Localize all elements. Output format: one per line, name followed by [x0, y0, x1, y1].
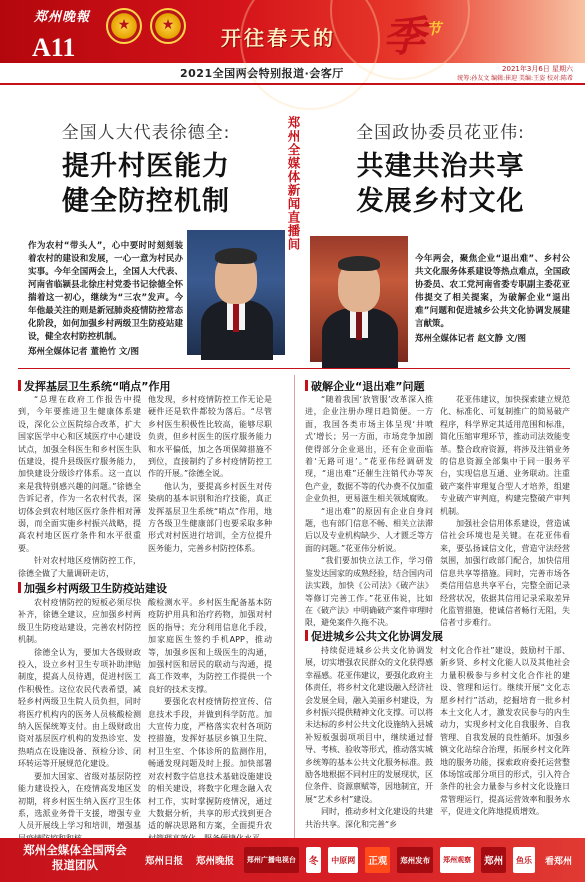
paragraph: 他认为，要提高乡村医生对传染病的基本识别和治疗技能，真正发挥基层卫生系统“哨点”作用，地方各级卫生健康部门也要采取多种形式对村医进行培训，全方位提升医务能力，完善乡村防控体系。	[148, 481, 272, 553]
paragraph: 要加大国家、省级对基层防控能力建设投入，在疫情高发地区发初期，将乡村医生纳入医疗卫生体系，选派业务骨干支援，增强专业人员开展线上学习和培训，增强基	[18, 771, 141, 831]
masthead-rule	[0, 83, 585, 85]
right-subhead-2-text: 促进城乡公共文化协调发展	[311, 630, 443, 643]
masthead-banner	[0, 0, 585, 63]
left-column-1-top	[18, 394, 141, 576]
live-room-label: 郑州全媒体新闻直播间	[286, 116, 301, 251]
national-emblem-icon: ★	[106, 8, 142, 44]
right-title-line2: 发展乡村文化	[356, 186, 525, 217]
right-column-2-bottom	[440, 645, 570, 835]
left-intro-text: 作为农村“带头人”，心中要时时刻刻装着农村的建设和发展，一心一意为村民办实事。今年全国两会上，全国人大代表、河南省临颍县北徐庄村党委书记徐德全怀揣着这一初心，继续为“三农”发声。今年他最关注的则是新冠肺炎疫情防控常态化阶段，如何加强乡村两级卫生防疫站建设，健全农村防控机制。	[28, 241, 183, 342]
left-byline: 郑州全媒体记者 董艳竹 文/图	[28, 347, 140, 357]
zhengzhou-observe-logo: 郑州观察	[440, 847, 474, 873]
paragraph: “总理在政府工作报告中提到，今年要推进卫生健康体系建设，深化公立医院综合改革，扩大国家医学中心和区域医疗中心建设试点，加强全科医生和乡村医生队伍建设，提升县级医疗服务能力，加快建设分级诊疗体系。这一直以来是我特别感兴趣的问题。”徐德全告诉记者，作为一名农村代表，深切体会到农村地区医疗条件相对薄弱，而全面实施乡村振兴战略，提高农村地区医疗条件和水平很重要。	[18, 395, 141, 553]
zzbtv-logo: 郑州广播电视台	[244, 847, 299, 873]
delegate-portrait-photo	[187, 230, 285, 355]
left-subhead-2	[18, 580, 167, 596]
zynews-logo: 中原网	[328, 847, 358, 873]
special-report-row	[0, 63, 585, 81]
right-kicker: 全国政协委员花亚伟:	[356, 123, 525, 143]
paragraph: 针对农村地区疫情防控工作，徐德全做了大量调研走访，	[18, 556, 141, 578]
photo-figure-hair	[338, 256, 380, 271]
left-subhead-2-text: 加强乡村两级卫生防疫站建设	[24, 582, 167, 595]
reporting-team-line2: 报道团队	[52, 858, 98, 872]
paragraph: 酸检测水平。乡村医生配备基本防疫防护用具和治疗药物，加强对村医的指导；充分利用信息化手段，加家庭医生签约手机APP，推动等，加强乡医和上级医生的沟通，加强村医和居民的联动与沟通，提高工作效率，为防控工作提供一个良好的技术支撑。	[148, 598, 272, 694]
right-column-2-top	[440, 394, 570, 628]
footer-banner	[0, 838, 585, 882]
left-intro	[28, 240, 183, 359]
issue-date: 2021年3月6日 星期六	[502, 65, 573, 73]
paragraph: 持续促进城乡公共文化协调发展，切实增强农民群众的文化获得感幸福感。花亚伟建议，要强化政府主体责任，将乡村文化建设融入经济社会发展全局，融入美丽乡村建设，为乡村振兴提供精神文化支撑。可以将未达标的乡村公共文化设施纳入县城补短板强弱项项目中，继续通过督导、考核、验收等形式，推动落实城乡统筹的基本公共文化服务标准。鼓励各地根据不同村庄的发展现状，区位条件、资源禀赋等，因地制宜，开展“艺术乡村”建设。	[305, 646, 433, 804]
paragraph: 加强社会信用体系建设，营造诚信社会环境也是关键。在花亚伟看来，要弘扬诚信文化，营造守法经营氛围，加强行政部门配合，加快信用信息共享等措施。同时，完善市场各类信用信息共享平台，完整全面记录经营状况，依据其信用记录采取差异化监管措施，使诚信者畅行无阻，失信者寸步难行。	[440, 519, 570, 628]
paragraph: 要强化农村疫情防控宣传、信息技术手段，并做到科学防范。加大宣传力度，严格落实农村各项防控措施，发挥好基层乡镇卫生院、村卫生室、个体诊所的监测作用，畅通发现问题及时上报。加快部署对农村数字信息技术基础设施建设的相关建设，将数字化理念融入农村工作，实时掌握防疫情况，通过大数据分析，共享的形式找到更合适的解决思路和方案，全面提升农	[148, 697, 272, 831]
right-title-line1: 共建共治共享	[356, 151, 525, 182]
zhengguan-logo: 正观	[365, 847, 390, 873]
slogan-calligraphy-sub: 节	[426, 20, 442, 38]
story-divider	[294, 375, 295, 843]
media-logo-row	[142, 845, 579, 875]
paragraph: “退出难”的原因有企业自身问题，也有部门信息不畅、相关立法滞后以及专业机构缺少、人才匮乏等方面的问题。”花亚伟分析说。	[305, 506, 433, 553]
member-portrait-photo	[310, 236, 408, 362]
section-divider	[18, 368, 570, 369]
slogan-calligraphy: 季	[383, 12, 426, 61]
paragraph: 村文化合作社”建设，鼓励村干部、新乡贤、乡村文化能人以及其他社会力量积极参与乡村文化合作社的建设、管理和运行。继续开展“文化志愿乡村行”活动，挖掘培育一批乡村本土文化人才，激发农民参与的内生动力，实现乡村文化自我服务、自我管理、自我发展的良性循环。加强乡镇文化站综合治理，拓展乡村文化阵地的服务功能，探索政府委托运营整体场馆或部分项目的形式，引入符合条件的社会力量参与乡村文化设施日常管理运行，提高运营效率和服务水平，促进文化阵地提质增效。	[440, 646, 570, 817]
yule-logo: 鱼乐	[513, 847, 535, 873]
zhengzhou-release-logo: 郑州发布	[397, 847, 433, 873]
right-byline: 郑州全媒体记者 赵文静 文/图	[415, 334, 527, 344]
zhengzhou-app-logo: 郑州	[481, 847, 506, 873]
winter-logo: 冬	[306, 847, 322, 873]
subhead-marker	[305, 630, 308, 641]
paragraph: 他发现，乡村疫情防控工作无论是硬件还是软件都较为落后。“尽管乡村医生积极性比较高，能够尽职负责，但乡村医生的医疗服务能力和水平偏低，加之各项保障措施不到位，直接制约了乡村疫情防控工作的开展。”徐德全说。	[148, 395, 272, 479]
right-column-1-bottom	[305, 645, 433, 835]
photo-figure-hair	[215, 248, 257, 264]
slogan: 开往春天的	[221, 26, 336, 50]
photo-figure-tie	[233, 304, 239, 332]
left-subhead-1	[18, 378, 170, 394]
subhead-marker	[18, 582, 21, 593]
right-subhead-2	[305, 628, 443, 644]
right-headline	[318, 118, 563, 219]
right-subhead-1	[305, 378, 424, 394]
paragraph: “我们要加快立法工作，学习借鉴发达国家的成熟经验，结合国内司法实践，加快《公司法》《破产法》等修订完善工作。”花亚伟说，比如在《破产法》中明确破产案件审理时限，避免案件久拖不决。	[305, 556, 433, 628]
zhengzhou-evening-logo: 郑州晚报	[195, 856, 234, 867]
left-headline	[26, 118, 266, 219]
right-column-1-top	[305, 394, 433, 628]
issue-staff: 统筹:孙友文 编辑:崔迎 美编:王姿 校对:陈希	[457, 75, 573, 82]
photo-figure-tie	[356, 312, 362, 340]
right-intro	[415, 253, 570, 346]
paper-name: 郑州晚報	[34, 10, 91, 25]
left-title-line2: 健全防控机制	[62, 186, 230, 217]
cppcc-emblem-icon: ★	[150, 8, 186, 44]
left-title-line1: 提升村医能力	[62, 151, 230, 182]
paragraph: 花亚伟建议，加快探索建立规范化、标准化、可复制推广的简易破产程序，科学界定其适用范围和标准，简化压缩审理环节，推动司法效能变革。整合政府资源，将涉及注销业务的信息资源全部集中于同一服务平台，实现信息互通、业务联动。注重破产案件审理复合型人才培养，组建专业破产审判庭，构建完整破产审判机制。	[440, 395, 570, 516]
paragraph: 农村疫情防控的短板必须尽快补齐，徐德全建议，应加强乡村两级卫生防疫站建设，完善农村防控机制。	[18, 598, 141, 645]
subhead-marker	[305, 380, 308, 391]
special-report-title: 2021全国两会特别报道·会客厅	[180, 67, 344, 80]
left-kicker: 全国人大代表徐德全:	[61, 123, 231, 143]
left-column-2-bottom	[148, 597, 272, 835]
masthead	[0, 0, 585, 80]
left-column-2-top	[148, 394, 272, 576]
right-intro-text: 今年两会，聚焦企业“退出难”、乡村公共文化服务体系建设等热点难点，全国政协委员、农工党河南省委专职副主委花亚伟提交了相关提案，为破解企业“退出难”问题和促进城乡公共文化协调发展建言献策。	[415, 254, 570, 329]
left-subhead-1-text: 发挥基层卫生系统“哨点”作用	[24, 380, 171, 393]
subhead-marker	[18, 380, 21, 391]
paragraph: 同时，推动乡村文化建设的共建共治共享。深化和完善“乡	[305, 807, 433, 829]
zhengzhou-daily-logo: 郑州日报	[145, 856, 184, 867]
right-subhead-1-text: 破解企业“退出难”问题	[311, 380, 425, 393]
left-column-1-bottom	[18, 597, 141, 835]
paragraph: “随着我国‘放管服’改革深入推进，企业注册办理日趋简便。一方面，我国各类市场主体呈现‘井喷式’增长；另一方面，市场竞争加剧使得部分企业退出，还有企业面临着‘无路可退’。”花亚伟经调研发现，“退出难”还催生注销代办等灰色产业，数据不等的代办费不仅加重企业负担，更易滋生相关领域腐败。	[305, 395, 433, 504]
page-number: A11	[32, 33, 76, 62]
paragraph: 徐德全认为，要加大各级财政投入，设立乡村卫生专项补助津贴制度，提高人员待遇，促进村医工作积极性。这位农民代表希望，减轻乡村两级卫生院人员负担，同时将医疗机构内的医务人员核酸检测纳入医保统筹支付。由上级财政出资对基层医疗机构的发热诊室、发热哨点在设施设备、预检分诊、闭环转运等开展规范化建设。	[18, 647, 141, 769]
reporting-team-label	[14, 843, 136, 873]
kan-zhengzhou-logo: 看郑州	[544, 856, 572, 867]
reporting-team-line1: 郑州全媒体全国两会	[23, 843, 127, 857]
